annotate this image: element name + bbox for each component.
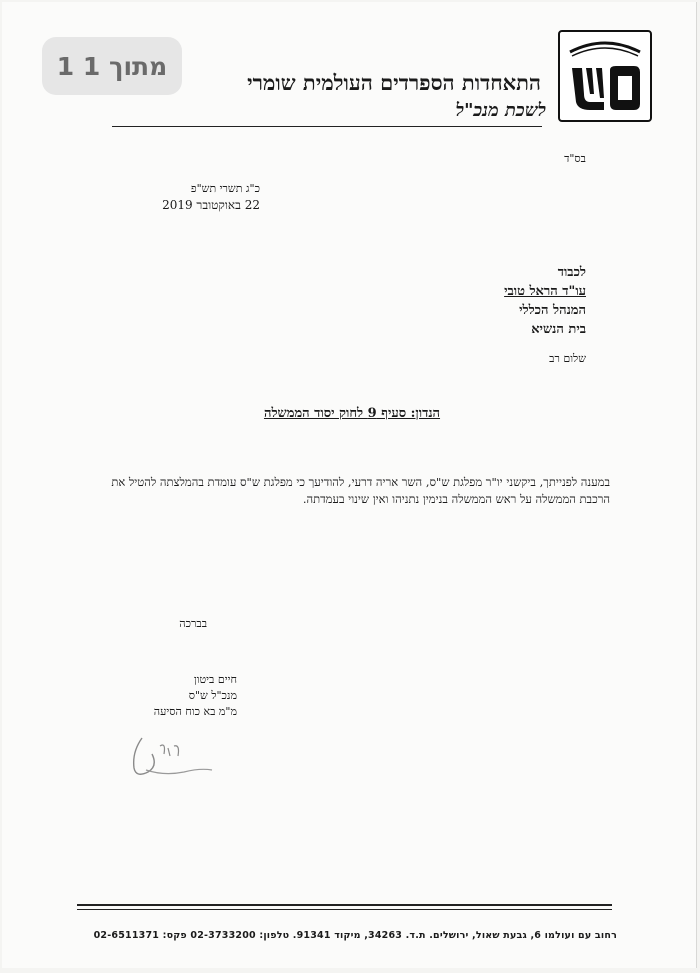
bsd-mark: בס"ד xyxy=(564,152,586,165)
organization-name: התאחדות הספרדים העולמית שומרי xyxy=(247,70,541,95)
page-count-badge: 1 מתוך 1 xyxy=(42,37,182,95)
signer-name: חיים ביטון xyxy=(193,673,237,686)
recipient-title: המנהל הכללי xyxy=(519,303,586,318)
signer-block xyxy=(122,672,237,720)
letter-body: במענה לפנייתך, ביקשני יו"ר מפלגת ש"ס, השר אריה דרעי, להודיעך כי מפלגת ש"ס עומדת בהמלצתה להטיל את הרכבת הממשלה על ראש הממשלה בנימין נתניהו ואין שינוי בעמדתה. xyxy=(111,475,610,506)
date-hebrew: כ"ג תשרי תש"פ xyxy=(190,182,260,195)
signer-role-secondary: מ"מ בא כוח הסיעה xyxy=(153,705,237,718)
greeting: שלום רב xyxy=(549,352,586,365)
recipient-name: עו"ד הראל טובי xyxy=(504,284,586,299)
date-gregorian: 22 באוקטובר 2019 xyxy=(162,198,260,212)
letter-page xyxy=(2,2,697,968)
closing: בברכה xyxy=(179,617,207,630)
handwritten-signature xyxy=(124,732,214,786)
footer-divider-thick xyxy=(77,904,612,906)
recipient-office: בית הנשיא xyxy=(531,322,586,337)
footer-contact: רחוב עם ועולמו 6, גבעת שאול, ירושלים. ת.ד. 34263, מיקוד 91341. טלפון: 02-3733200 פקס: 02-6511371 xyxy=(93,930,617,941)
signer-role: מנכ"ל ש"ס xyxy=(188,689,237,702)
shas-logo xyxy=(558,30,652,122)
header-divider xyxy=(112,126,542,127)
bureau-name: לשכת מנכ"ל xyxy=(455,100,546,121)
shas-logo-graphic xyxy=(560,32,650,120)
subject-line: הנדון: סעיף 9 לחוק יסוד הממשלה xyxy=(263,406,441,421)
recipient-honorific: לכבוד xyxy=(557,265,586,280)
footer-divider-thin xyxy=(77,909,612,910)
